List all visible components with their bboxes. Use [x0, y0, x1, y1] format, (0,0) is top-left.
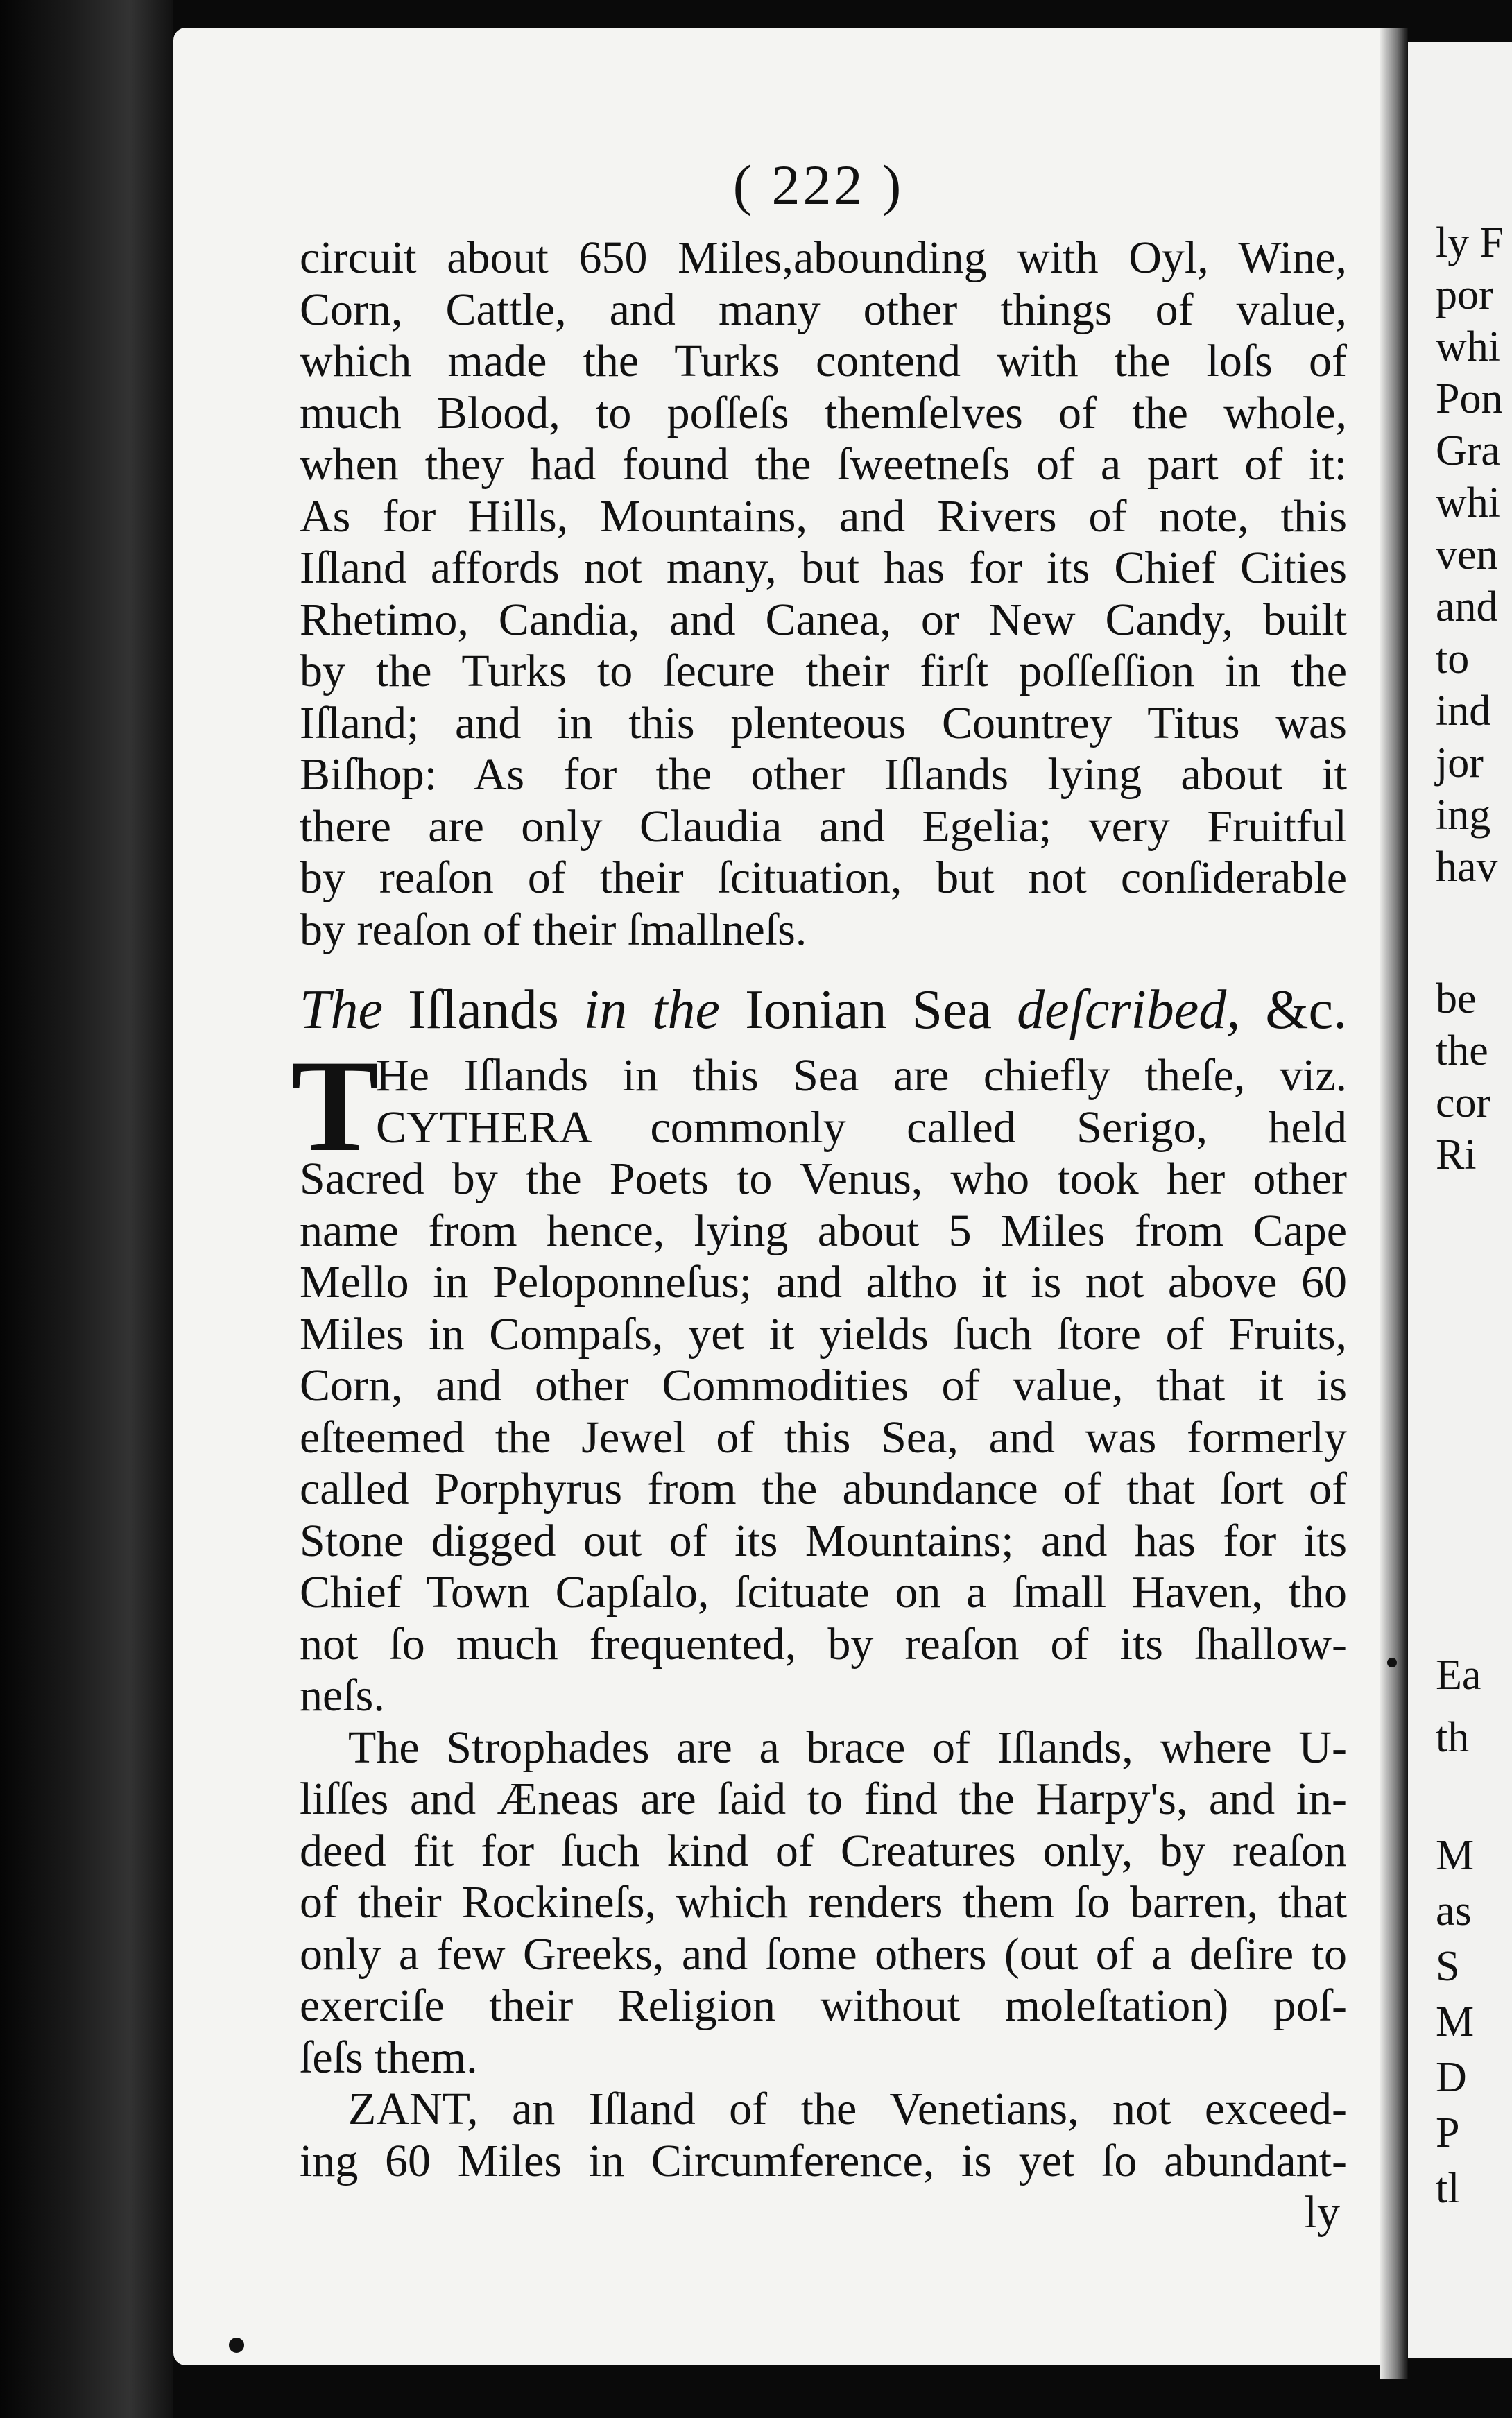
facing-line: Pon — [1436, 375, 1503, 422]
page-body — [291, 232, 1348, 2239]
facing-line: the — [1436, 1027, 1488, 1074]
heading-part: Iſlands — [408, 979, 559, 1040]
ink-speck — [1387, 1658, 1397, 1667]
facing-line: D — [1436, 2054, 1467, 2101]
text-line: called Porphyrus from the abundance of that ſort of — [300, 1464, 1347, 1514]
text-line: by reaſon of their ſmallneſs. — [300, 904, 807, 955]
facing-line: and — [1436, 583, 1498, 631]
facing-page-fragment — [1408, 42, 1512, 2358]
text-line: exerciſe their Religion without moleſtation) poſ- — [300, 1980, 1347, 2031]
text-line: ZANT, an Iſland of the Venetians, not exceed- — [348, 2084, 1347, 2134]
text-line: Chief Town Capſalo, ſcituate on a ſmall Haven, tho — [300, 1567, 1347, 1618]
text-line: As for Hills, Mountains, and Rivers of note, this — [300, 490, 1347, 542]
text-line: only a few Greeks, and ſome others (out of a deſire to — [300, 1928, 1347, 1980]
facing-line: whi — [1436, 479, 1500, 526]
facing-line: P — [1436, 2109, 1460, 2157]
text-line: CYTHERA commonly called Serigo, held — [376, 1101, 1347, 1153]
heading-part: The — [300, 979, 383, 1040]
facing-line: ven — [1436, 531, 1498, 578]
section-heading — [300, 975, 1347, 1045]
facing-line: as — [1436, 1887, 1472, 1935]
text-line: Mello in Peloponneſus; and altho it is not above 60 — [300, 1257, 1347, 1307]
text-line: Iſland affords not many, but has for its Chief Cities — [300, 542, 1347, 593]
facing-line: th — [1436, 1714, 1470, 1761]
text-line: by reaſon of their ſcituation, but not conſiderable — [300, 852, 1347, 903]
paragraph-zant — [300, 2084, 1347, 2187]
facing-line: cor — [1436, 1079, 1491, 1126]
facing-line: tl — [1436, 2165, 1460, 2212]
facing-line: ly F — [1436, 219, 1504, 266]
paragraph-strophades — [300, 1722, 1347, 2084]
facing-line: Ea — [1436, 1652, 1481, 1699]
text-line: He Iſlands in this Sea are chiefly theſe, viz. — [376, 1050, 1347, 1101]
facing-line: por — [1436, 271, 1493, 318]
text-line: eſteemed the Jewel of this Sea, and was formerly — [300, 1412, 1347, 1463]
text-line: neſs. — [300, 1670, 385, 1721]
book-spine-edge — [0, 0, 173, 2418]
text-line: much Blood, to poſſeſs themſelves of the whole, — [300, 387, 1347, 438]
paragraph-crete-continued — [300, 232, 1347, 956]
facing-line: Ri — [1436, 1131, 1477, 1178]
facing-line: hav — [1436, 843, 1498, 891]
text-line: ſeſs them. — [300, 2032, 478, 2083]
facing-line: ing — [1436, 791, 1491, 839]
page-number: ( 222 ) — [732, 153, 904, 216]
text-line: The Strophades are a brace of Iſlands, where U- — [348, 1722, 1347, 1773]
text-line: Stone digged out of its Mountains; and has for its — [300, 1515, 1347, 1566]
text-line: Sacred by the Poets to Venus, who took her other — [300, 1154, 1347, 1204]
facing-line: ind — [1436, 687, 1491, 735]
text-line: not ſo much frequented, by reaſon of its ſhallow- — [300, 1618, 1347, 1670]
text-line: of their Rockineſs, which renders them ſo barren, that — [300, 1877, 1347, 1928]
drop-cap: T — [291, 1034, 379, 1179]
facing-line: to — [1436, 635, 1470, 683]
text-line: Corn, Cattle, and many other things of value, — [300, 284, 1347, 335]
text-line: Biſhop: As for the other Iſlands lying about it — [300, 749, 1347, 800]
text-line: there are only Claudia and Egelia; very Fruitful — [300, 800, 1347, 852]
heading-part: &c. — [1265, 979, 1348, 1040]
text-line: liſſes and Æneas are ſaid to find the Harpy's, and in- — [300, 1774, 1347, 1824]
text-line: deed fit for ſuch kind of Creatures only, by reaſon — [300, 1825, 1347, 1876]
text-line: name from hence, lying about 5 Miles from Cape — [300, 1205, 1347, 1256]
text-line: Miles in Compaſs, yet it yields ſuch ſtore of Fruits, — [300, 1308, 1347, 1360]
facing-line: be — [1436, 975, 1477, 1022]
text-line: circuit about 650 Miles,abounding with Oyl, Wine, — [300, 232, 1347, 283]
text-line: Rhetimo, Candia, and Canea, or New Candy, built — [300, 594, 1347, 645]
text-line: by the Turks to ſecure their firſt poſſeſſion in the — [300, 646, 1347, 696]
catchword: ly — [1304, 2187, 1340, 2238]
page-gutter — [1380, 28, 1408, 2379]
facing-line: S — [1436, 1943, 1460, 1990]
heading-part: Ionian Sea — [745, 979, 993, 1040]
heading-part: deſcribed, — [1017, 979, 1241, 1040]
facing-line: M — [1436, 1832, 1475, 1879]
ink-speck — [229, 2338, 244, 2353]
text-line: which made the Turks contend with the loſs of — [300, 336, 1347, 386]
facing-line: M — [1436, 1998, 1475, 2046]
text-line: Iſland; and in this plenteous Countrey Titus was — [300, 697, 1347, 748]
facing-line: whi — [1436, 323, 1500, 370]
text-line: when they had found the ſweetneſs of a part of it: — [300, 439, 1347, 490]
text-line: Corn, and other Commodities of value, that it is — [300, 1360, 1347, 1411]
facing-line: Gra — [1436, 427, 1500, 474]
paragraph-cythera — [291, 1034, 1347, 1722]
facing-line: jor — [1436, 739, 1484, 787]
text-line: ing 60 Miles in Circumference, is yet ſo abundant- — [300, 2135, 1347, 2186]
heading-part: in the — [583, 979, 720, 1040]
